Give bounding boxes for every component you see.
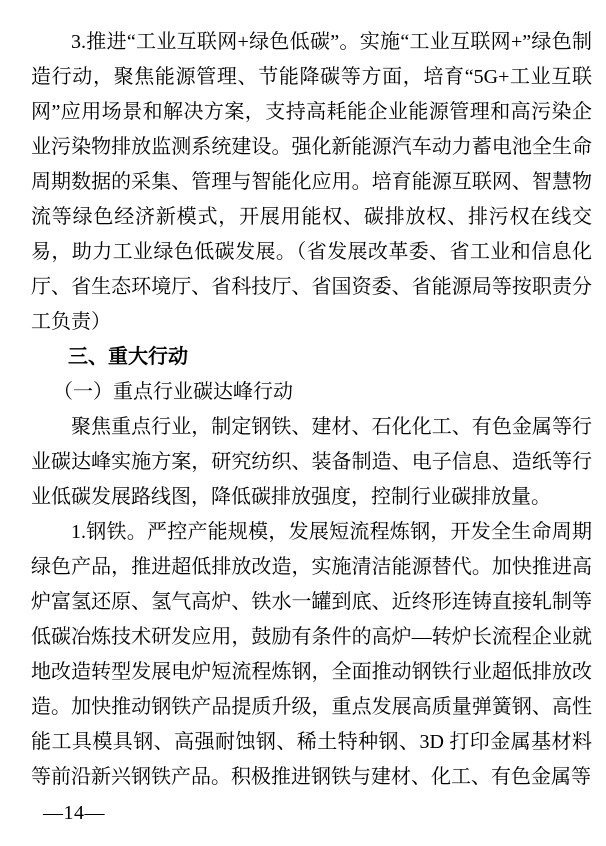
page-number: —14— bbox=[43, 802, 105, 824]
subsection-heading-key-industry-carbon-peak-action: （一）重点行业碳达峰行动 bbox=[53, 381, 293, 403]
section-heading-major-actions: 三、重大行动 bbox=[68, 346, 188, 368]
paragraph-steel-industry: 1.钢铁。严控产能规模，发展短流程炼钢，开发全生命周期绿色产品，推进超低排放改造，实施清洁能源替代。加快推进高炉富氢还原、氢气高炉、铁水一罐到底、近终形连铸直接轧制等低碳冶炼技术研发应用，鼓励有条件的高炉—转炉长流程企业就地改造转型发展电炉短流程炼钢，全面推动钢铁行业超低排放改造。加快推动钢铁产品提质升级，重点发展高质量弹簧钢、高性能工具模具钢、高强耐蚀钢、稀土特种钢、3D 打印金属基材料等前沿新兴钢铁产品。积极推进钢铁与建材、化工、有色金属等 bbox=[31, 521, 592, 788]
paragraph-industrial-internet-green-lowcarbon: 3.推进“工业互联网+绿色低碳”。实施“工业互联网+”绿色制造行动，聚焦能源管理、节能降碳等方面，培育“5G+工业互联网”应用场景和解决方案，支持高耗能企业能源管理和高污染企业污染物排放监测系统建设。强化新能源汽车动力蓄电池全生命周期数据的采集、管理与智能化应用。培育能源互联网、智慧物流等绿色经济新模式，开展用能权、碳排放权、排污权在线交易，助力工业绿色低碳发展。（省发展改革委、省工业和信息化厅、省生态环境厅、省科技厅、省国资委、省能源局等按职责分工负责） bbox=[31, 31, 592, 333]
paragraph-key-industries-plan: 聚焦重点行业，制定钢铁、建材、石化化工、有色金属等行业碳达峰实施方案，研究纺织、装备制造、电子信息、造纸等行业低碳发展路线图，降低碳排放强度，控制行业碳排放量。 bbox=[31, 416, 592, 508]
